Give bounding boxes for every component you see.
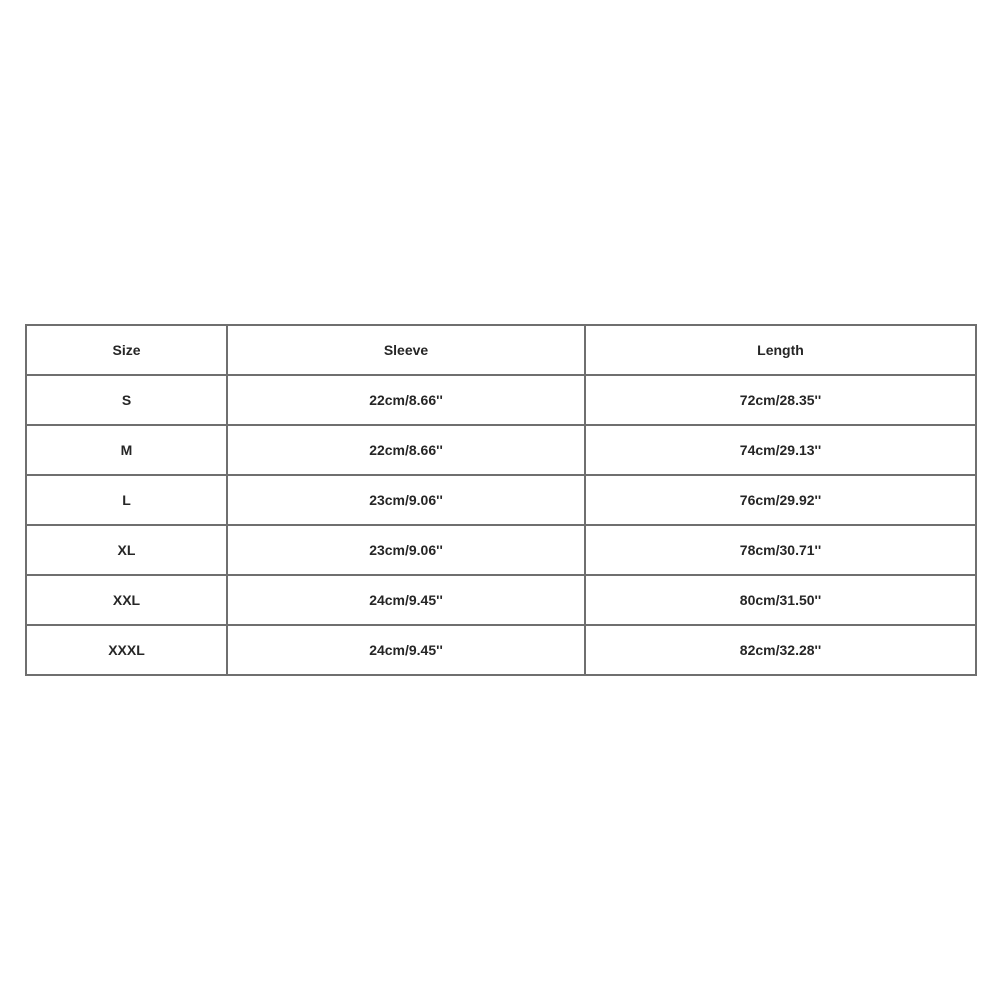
cell-sleeve: 24cm/9.45'' xyxy=(227,575,585,625)
table-row xyxy=(26,475,976,525)
cell-size: S xyxy=(26,375,227,425)
table-row xyxy=(26,375,976,425)
cell-size: XXXL xyxy=(26,625,227,675)
cell-length: 72cm/28.35'' xyxy=(585,375,976,425)
size-chart-table xyxy=(25,324,977,676)
table-header-row xyxy=(26,325,976,375)
table-row xyxy=(26,575,976,625)
cell-sleeve: 22cm/8.66'' xyxy=(227,425,585,475)
cell-length: 80cm/31.50'' xyxy=(585,575,976,625)
header-length: Length xyxy=(585,325,976,375)
cell-sleeve: 23cm/9.06'' xyxy=(227,525,585,575)
table-row xyxy=(26,525,976,575)
cell-size: L xyxy=(26,475,227,525)
cell-size: XXL xyxy=(26,575,227,625)
cell-length: 76cm/29.92'' xyxy=(585,475,976,525)
cell-sleeve: 24cm/9.45'' xyxy=(227,625,585,675)
cell-sleeve: 23cm/9.06'' xyxy=(227,475,585,525)
cell-size: XL xyxy=(26,525,227,575)
header-size: Size xyxy=(26,325,227,375)
cell-length: 78cm/30.71'' xyxy=(585,525,976,575)
header-sleeve: Sleeve xyxy=(227,325,585,375)
cell-size: M xyxy=(26,425,227,475)
table-row xyxy=(26,425,976,475)
cell-length: 82cm/32.28'' xyxy=(585,625,976,675)
cell-sleeve: 22cm/8.66'' xyxy=(227,375,585,425)
cell-length: 74cm/29.13'' xyxy=(585,425,976,475)
table-row xyxy=(26,625,976,675)
